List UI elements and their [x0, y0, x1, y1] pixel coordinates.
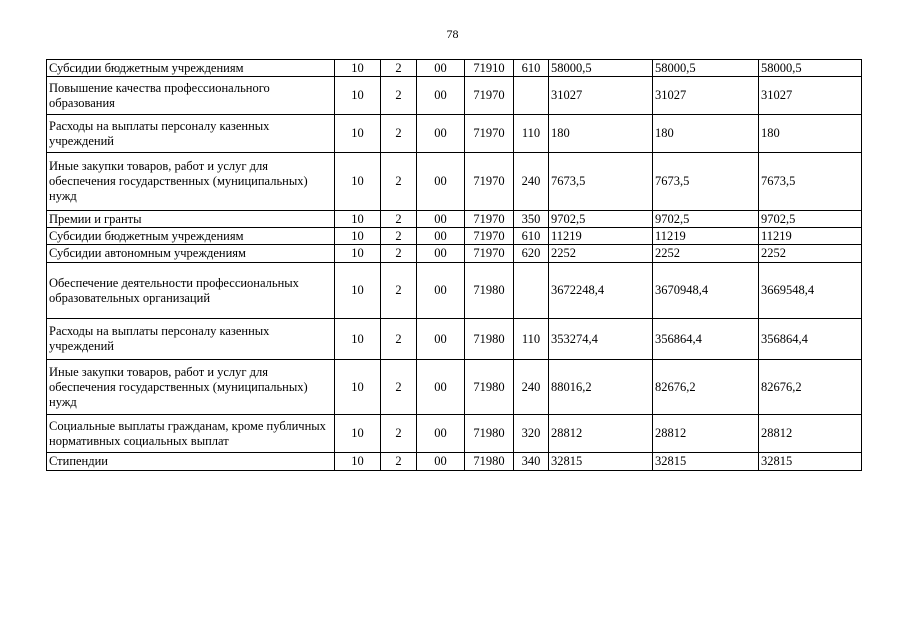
- amount-1: 7673,5: [549, 153, 653, 211]
- subsection-code: 2: [381, 360, 417, 415]
- page-number: 78: [446, 27, 459, 41]
- target-code: 71970: [465, 77, 514, 115]
- row-name: Стипендии: [47, 453, 335, 471]
- target-code: 71980: [465, 263, 514, 319]
- target-code: 71980: [465, 415, 514, 453]
- amount-3: 11219: [759, 228, 862, 245]
- program-code: 00: [417, 263, 465, 319]
- amount-1: 58000,5: [549, 60, 653, 77]
- expense-type-code: 110: [514, 319, 549, 360]
- amount-2: 180: [653, 115, 759, 153]
- target-code: 71970: [465, 211, 514, 228]
- subsection-code: 2: [381, 415, 417, 453]
- section-code: 10: [335, 60, 381, 77]
- target-code: 71980: [465, 360, 514, 415]
- table-row: [47, 453, 862, 471]
- target-code: 71980: [465, 453, 514, 471]
- subsection-code: 2: [381, 60, 417, 77]
- expense-type-code: 610: [514, 60, 549, 77]
- section-code: 10: [335, 453, 381, 471]
- subsection-code: 2: [381, 245, 417, 263]
- program-code: 00: [417, 319, 465, 360]
- row-name: Повышение качества профессионального образования: [47, 77, 335, 115]
- amount-3: 58000,5: [759, 60, 862, 77]
- row-name: Социальные выплаты гражданам, кроме публичных нормативных социальных выплат: [47, 415, 335, 453]
- amount-3: 3669548,4: [759, 263, 862, 319]
- row-name: Субсидии бюджетным учреждениям: [47, 60, 335, 77]
- subsection-code: 2: [381, 211, 417, 228]
- amount-2: 31027: [653, 77, 759, 115]
- section-code: 10: [335, 360, 381, 415]
- amount-2: 7673,5: [653, 153, 759, 211]
- amount-3: 32815: [759, 453, 862, 471]
- table-row: [47, 415, 862, 453]
- table-row: [47, 360, 862, 415]
- target-code: 71980: [465, 319, 514, 360]
- section-code: 10: [335, 115, 381, 153]
- section-code: 10: [335, 245, 381, 263]
- program-code: 00: [417, 360, 465, 415]
- target-code: 71970: [465, 115, 514, 153]
- target-code: 71970: [465, 153, 514, 211]
- program-code: 00: [417, 77, 465, 115]
- amount-2: 3670948,4: [653, 263, 759, 319]
- amount-3: 9702,5: [759, 211, 862, 228]
- expense-type-code: 110: [514, 115, 549, 153]
- amount-2: 356864,4: [653, 319, 759, 360]
- amount-1: 2252: [549, 245, 653, 263]
- amount-3: 2252: [759, 245, 862, 263]
- amount-2: 32815: [653, 453, 759, 471]
- section-code: 10: [335, 415, 381, 453]
- amount-3: 28812: [759, 415, 862, 453]
- program-code: 00: [417, 153, 465, 211]
- amount-1: 28812: [549, 415, 653, 453]
- amount-2: 58000,5: [653, 60, 759, 77]
- amount-1: 180: [549, 115, 653, 153]
- subsection-code: 2: [381, 453, 417, 471]
- table-row: [47, 115, 862, 153]
- amount-3: 180: [759, 115, 862, 153]
- amount-1: 88016,2: [549, 360, 653, 415]
- table-row: [47, 228, 862, 245]
- amount-3: 356864,4: [759, 319, 862, 360]
- section-code: 10: [335, 211, 381, 228]
- amount-1: 31027: [549, 77, 653, 115]
- row-name: Субсидии бюджетным учреждениям: [47, 228, 335, 245]
- table-row: [47, 60, 862, 77]
- program-code: 00: [417, 453, 465, 471]
- expense-type-code: 240: [514, 360, 549, 415]
- section-code: 10: [335, 263, 381, 319]
- section-code: 10: [335, 77, 381, 115]
- amount-3: 82676,2: [759, 360, 862, 415]
- subsection-code: 2: [381, 228, 417, 245]
- amount-1: 9702,5: [549, 211, 653, 228]
- table-row: [47, 77, 862, 115]
- table-row: [47, 153, 862, 211]
- expense-type-code: 320: [514, 415, 549, 453]
- amount-1: 11219: [549, 228, 653, 245]
- budget-table: [46, 59, 862, 471]
- amount-3: 31027: [759, 77, 862, 115]
- expense-type-code: 610: [514, 228, 549, 245]
- amount-3: 7673,5: [759, 153, 862, 211]
- subsection-code: 2: [381, 115, 417, 153]
- row-name: Иные закупки товаров, работ и услуг для обеспечения государственных (муниципальных) нужд: [47, 153, 335, 211]
- row-name: Расходы на выплаты персоналу казенных учреждений: [47, 115, 335, 153]
- row-name: Иные закупки товаров, работ и услуг для обеспечения государственных (муниципальных) нужд: [47, 360, 335, 415]
- amount-1: 353274,4: [549, 319, 653, 360]
- subsection-code: 2: [381, 319, 417, 360]
- row-name: Расходы на выплаты персоналу казенных учреждений: [47, 319, 335, 360]
- program-code: 00: [417, 245, 465, 263]
- program-code: 00: [417, 115, 465, 153]
- amount-2: 9702,5: [653, 211, 759, 228]
- section-code: 10: [335, 319, 381, 360]
- amount-2: 28812: [653, 415, 759, 453]
- target-code: 71970: [465, 245, 514, 263]
- expense-type-code: 340: [514, 453, 549, 471]
- amount-1: 3672248,4: [549, 263, 653, 319]
- expense-type-code: [514, 263, 549, 319]
- expense-type-code: 240: [514, 153, 549, 211]
- section-code: 10: [335, 153, 381, 211]
- table-row: [47, 263, 862, 319]
- section-code: 10: [335, 228, 381, 245]
- program-code: 00: [417, 60, 465, 77]
- program-code: 00: [417, 228, 465, 245]
- target-code: 71970: [465, 228, 514, 245]
- amount-1: 32815: [549, 453, 653, 471]
- table-row: [47, 211, 862, 228]
- expense-type-code: 350: [514, 211, 549, 228]
- row-name: Субсидии автономным учреждениям: [47, 245, 335, 263]
- row-name: Премии и гранты: [47, 211, 335, 228]
- expense-type-code: [514, 77, 549, 115]
- amount-2: 2252: [653, 245, 759, 263]
- program-code: 00: [417, 211, 465, 228]
- table-row: [47, 245, 862, 263]
- table-row: [47, 319, 862, 360]
- amount-2: 82676,2: [653, 360, 759, 415]
- subsection-code: 2: [381, 263, 417, 319]
- row-name: Обеспечение деятельности профессиональных образовательных организаций: [47, 263, 335, 319]
- expense-type-code: 620: [514, 245, 549, 263]
- target-code: 71910: [465, 60, 514, 77]
- subsection-code: 2: [381, 153, 417, 211]
- program-code: 00: [417, 415, 465, 453]
- subsection-code: 2: [381, 77, 417, 115]
- amount-2: 11219: [653, 228, 759, 245]
